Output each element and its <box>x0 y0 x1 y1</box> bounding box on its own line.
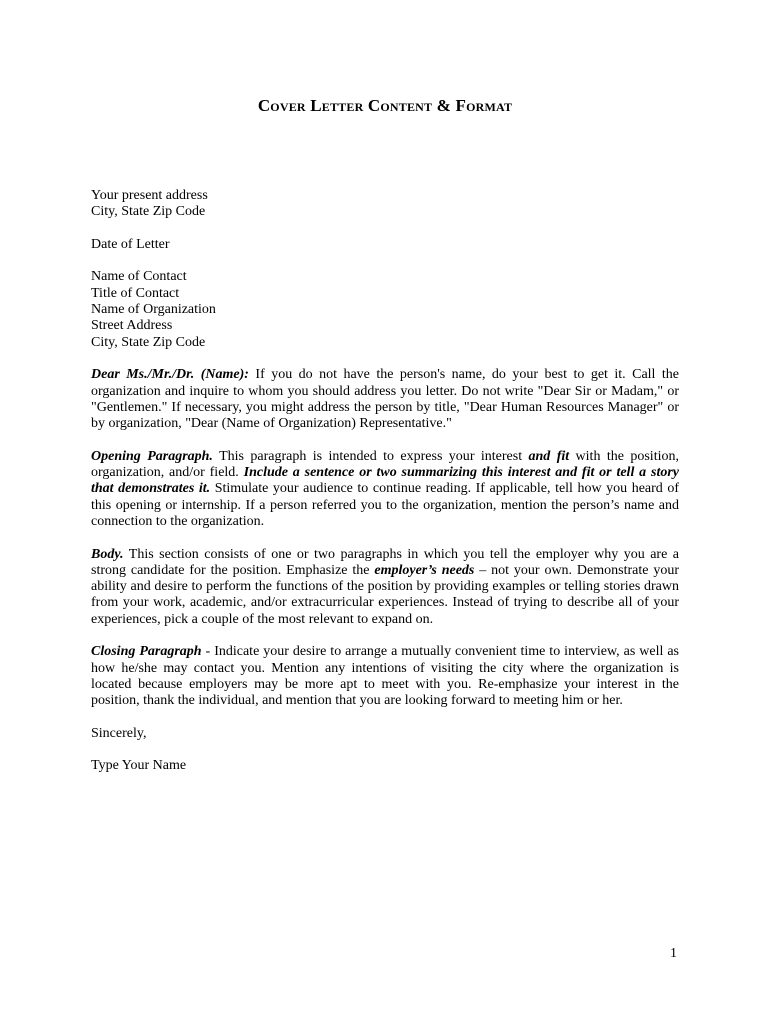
recipient-street: Street Address <box>91 318 173 334</box>
opening-emphasis-2: Include a sentence or two summarizing this interest and fit or tell a story that demonstrates it. <box>91 465 679 497</box>
closing-text: - Indicate your desire to arrange a mutually convenient time to interview, as well as how he/she may contact you. Mention any intentions of visiting the city where the organization is located because employers may be more apt to meet with you. Re-emphasize your interest in the position, thank the individual, and mention that you are looking forward to meeting him or her. <box>91 644 679 709</box>
date-block <box>91 237 679 253</box>
opening-text-2: with the position, organization, and/or field. <box>91 448 679 481</box>
letter-body <box>91 188 679 791</box>
sign-off: Sincerely, <box>91 725 147 741</box>
recipient-block <box>91 269 679 350</box>
letter-date: Date of Letter <box>91 236 170 252</box>
recipient-city-state-zip: City, State Zip Code <box>91 334 206 350</box>
opening-paragraph <box>91 449 679 530</box>
opening-lead: Opening Paragraph. <box>91 448 213 464</box>
sender-address-block <box>91 188 679 221</box>
page-number: 1 <box>670 946 677 961</box>
body-paragraph <box>91 547 679 628</box>
sender-city-state-zip: City, State Zip Code <box>91 204 206 220</box>
recipient-name: Name of Contact <box>91 269 187 285</box>
signature-name: Type Your Name <box>91 758 187 774</box>
salutation-text: If you do not have the person's name, do your best to get it. Call the organization and inquire to whom you should address you letter. Do not write "Dear Sir or Madam," or "Gentlemen." If necessary, you might address the person by title, "Dear Human Resources Manager" or by organization, "Dear (Name of Organization) Representative." <box>91 367 679 432</box>
opening-emphasis-1: and fit <box>528 448 570 464</box>
body-lead: Body. <box>91 546 124 562</box>
recipient-title: Title of Contact <box>91 285 180 301</box>
salutation-paragraph <box>91 367 679 432</box>
body-text-1: This section consists of one or two paragraphs in which you tell the employer why you are a strong candidate for the position. Emphasize the <box>91 546 679 578</box>
sender-address: Your present address <box>91 188 208 203</box>
body-text-2: – not your own. Demonstrate your ability and desire to perform the functions of the position by providing examples or telling stories drawn from your work, academic, and/or extracurricular experiences. Instead of trying to describe all of your experiences, pick a couple of the most relevant to expand on. <box>91 562 680 627</box>
sign-off-block <box>91 726 679 742</box>
body-emphasis: employer’s needs <box>374 562 475 578</box>
recipient-organization: Name of Organization <box>91 302 216 318</box>
signature-block <box>91 758 679 774</box>
opening-text-1: This paragraph is intended to express your interest <box>212 448 529 464</box>
salutation-lead: Dear Ms./Mr./Dr. (Name): <box>91 367 249 383</box>
opening-text-3: Stimulate your audience to continue reading. If applicable, tell how you heard of this opening or internship. If a person referred you to the organization, mention the person’s name and connection to the organization. <box>91 481 679 529</box>
closing-paragraph <box>91 644 679 709</box>
closing-lead: Closing Paragraph <box>91 644 202 660</box>
page-title: Cover Letter Content & Format <box>257 96 513 115</box>
